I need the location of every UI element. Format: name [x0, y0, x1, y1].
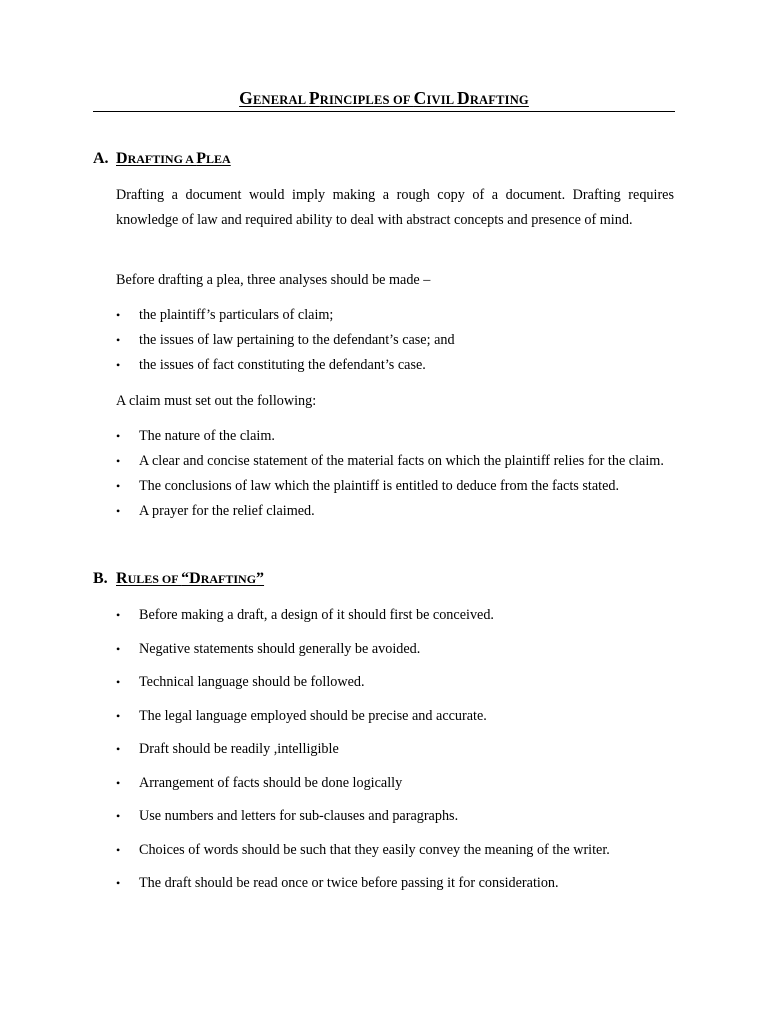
list-item [116, 637, 674, 662]
section-a-paragraph-3: A claim must set out the following: [116, 393, 317, 409]
bullet-icon: • [116, 429, 121, 443]
section-a-letter: A. [93, 150, 109, 167]
section-a-heading [93, 148, 231, 170]
list-item-text: Before making a draft, a design of it should first be conceived. [139, 607, 494, 623]
list-item-text: the issues of law pertaining to the defendant’s case; and [139, 332, 455, 348]
list-item-text: The legal language employed should be precise and accurate. [139, 707, 487, 724]
bullet-icon: • [116, 675, 121, 689]
list-item-text: Negative statements should generally be avoided. [139, 640, 421, 657]
section-b-title-part: ” [256, 570, 265, 587]
list-item [116, 804, 674, 829]
list-item [116, 737, 674, 762]
bullet-icon: • [116, 876, 121, 890]
title-part: D [456, 88, 470, 108]
section-b-title [116, 570, 264, 587]
list-item-text: the issues of fact constituting the defendant’s case. [139, 357, 426, 373]
list-item-text: A clear and concise statement of the material facts on which the plaintiff relies for the claim. [139, 453, 664, 469]
section-a-title-part: D [116, 150, 128, 167]
title-part: RINCIPLES OF [319, 93, 414, 107]
title-part: ENERAL [252, 93, 309, 107]
section-a-title [116, 150, 231, 167]
list-item [116, 449, 674, 474]
list-item-text: A prayer for the relief claimed. [139, 503, 315, 519]
section-b-heading [93, 568, 264, 590]
bullet-icon: • [116, 479, 121, 493]
section-a-title-part: LEA [206, 152, 231, 166]
list-item [116, 838, 674, 863]
section-a-title-part: P [196, 150, 207, 167]
title-part: RAFTING [469, 93, 529, 107]
list-item [116, 704, 674, 729]
section-b-title-part: “D [181, 570, 201, 587]
list-item-text: Technical language should be followed. [139, 674, 365, 690]
title-part: C [413, 88, 427, 108]
section-b-title-part: ULES OF [127, 572, 182, 586]
bullet-icon: • [116, 608, 121, 622]
list-item [116, 499, 674, 524]
bullet-icon: • [116, 842, 121, 857]
list-item-text: Arrangement of facts should be done logically [139, 774, 403, 791]
list-item-text: Choices of words should be such that they easily convey the meaning of the writer. [139, 841, 610, 858]
bullet-icon: • [116, 708, 121, 723]
bullet-icon: • [116, 454, 121, 468]
section-a-paragraph-1: Drafting a document would imply making a rough copy of a document. Drafting requires knowledge of law and required ability to deal with abstract concepts and presence of mind. [116, 187, 674, 228]
list-item-text: The nature of the claim. [139, 428, 275, 444]
list-item-text: Draft should be readily ,intelligible [139, 741, 339, 757]
list-item-text: The draft should be read once or twice before passing it for consideration. [139, 875, 559, 891]
title-part: IVIL [426, 93, 457, 107]
bullet-icon: • [116, 809, 121, 823]
bullet-icon: • [116, 504, 121, 518]
title-rule-divider [93, 111, 675, 112]
section-a-title-part: RAFTING A [127, 152, 197, 166]
list-item [116, 353, 674, 378]
section-b-title-part: R [116, 570, 128, 587]
section-b-letter: B. [93, 570, 108, 587]
list-item [116, 328, 674, 353]
list-item-text: the plaintiff’s particulars of claim; [139, 307, 334, 323]
section-b-title-part: RAFTING [200, 572, 257, 586]
list-item [116, 303, 674, 328]
bullet-icon: • [116, 641, 121, 656]
document-title [93, 86, 675, 112]
list-item-text: Use numbers and letters for sub-clauses and paragraphs. [139, 808, 459, 824]
list-item [116, 771, 674, 796]
section-a-paragraph-2: Before drafting a plea, three analyses should be made – [116, 272, 431, 288]
list-item [116, 424, 674, 449]
analyses-list [116, 303, 674, 378]
list-item [116, 474, 674, 499]
bullet-icon: • [116, 742, 121, 756]
bullet-icon: • [116, 775, 121, 790]
bullet-icon: • [116, 308, 121, 322]
bullet-icon: • [116, 333, 121, 347]
title-part: G [239, 88, 253, 108]
list-item [116, 603, 674, 628]
list-item-text: The conclusions of law which the plaintiff is entitled to deduce from the facts stated. [139, 478, 620, 494]
list-item [116, 871, 674, 896]
list-item [116, 670, 674, 695]
bullet-icon: • [116, 358, 121, 372]
claim-items-list [116, 424, 674, 524]
title-part: P [308, 88, 320, 108]
rules-list [116, 603, 674, 905]
